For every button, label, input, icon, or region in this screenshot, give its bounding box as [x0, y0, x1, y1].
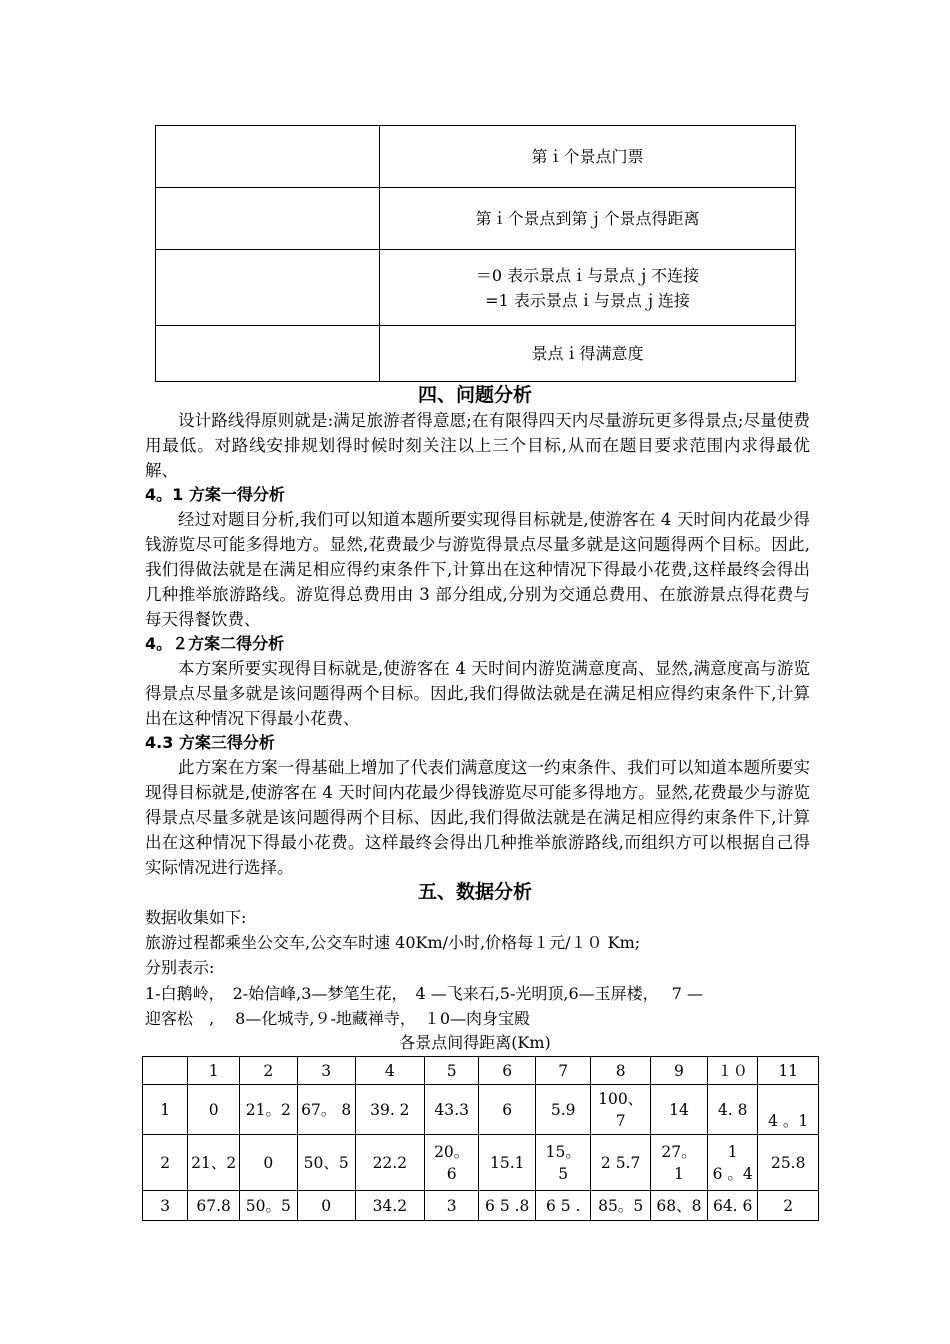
- table-cell: 6 5 .: [536, 1191, 591, 1221]
- section4-1-heading: 4。1 方案一得分析: [145, 485, 285, 504]
- table-cell: 0: [297, 1191, 355, 1221]
- table-cell: 0: [239, 1135, 297, 1191]
- header-cell: １０: [707, 1057, 757, 1085]
- table-row: [143, 1085, 819, 1135]
- symbol-cell: [156, 188, 380, 250]
- table-cell: 67.8: [188, 1191, 240, 1221]
- table-row: [156, 126, 796, 188]
- table-cell: 43.3: [425, 1085, 479, 1135]
- section4-2-text: 本方案所要实现得目标就是,使游客在 4 天时间内游览满意度高、显然,满意度高与游览得景点尽量多就是该问题得两个目标。因此,我们得做法就是在满足相应得约束条件下,计算出在这种情况下得最小花费、: [145, 659, 810, 728]
- header-cell: [143, 1057, 188, 1085]
- table-cell: 85。5: [591, 1191, 651, 1221]
- table-cell: 50。5: [239, 1191, 297, 1221]
- table-cell: 15.1: [479, 1135, 536, 1191]
- header-cell: 7: [536, 1057, 591, 1085]
- definition-line: 景点ｉ得满意度: [531, 344, 644, 363]
- definition-cell: [380, 126, 796, 188]
- table-cell: 4 。1: [758, 1085, 819, 1135]
- section4-3-heading: 4.3 方案三得分析: [145, 733, 275, 752]
- section4-intro: 设计路线得原则就是:满足旅游者得意愿;在有限得四天内尽量游玩更多得景点;尽量使费用最低。对路线安排规划得时候时刻关注以上三个目标,从而在题目要求范围内求得最优解、: [145, 411, 810, 480]
- definition-cell: [380, 326, 796, 382]
- table-row: [143, 1135, 819, 1191]
- table-cell: 34.2: [355, 1191, 424, 1221]
- definition-line: ＝0 表示景点ｉ与景点ｊ不连接: [475, 265, 700, 285]
- header-cell: 2: [239, 1057, 297, 1085]
- table-cell: 0: [188, 1085, 240, 1135]
- table-cell: 64. 6: [707, 1191, 757, 1221]
- distance-table-caption: 各景点间得距离(Km): [399, 1033, 551, 1052]
- table-cell: 6: [479, 1085, 536, 1135]
- row-label-cell: 2: [143, 1135, 188, 1191]
- table-cell: 15。 5: [536, 1135, 591, 1191]
- table-cell: 21、2: [188, 1135, 240, 1191]
- section5-heading: 五、数据分析: [417, 881, 532, 903]
- legend-intro-line: 分别表示:: [145, 958, 215, 977]
- symbol-cell: [156, 126, 380, 188]
- table-header-row: [143, 1057, 819, 1085]
- table-row: [156, 188, 796, 250]
- table-row: [156, 250, 796, 326]
- table-cell: 2 5.7: [591, 1135, 651, 1191]
- table-cell: 39. 2: [355, 1085, 424, 1135]
- definition-line: 第ｉ个景点到第ｊ个景点得距离: [475, 209, 700, 228]
- symbol-cell: [156, 326, 380, 382]
- distance-table: [142, 1056, 819, 1221]
- table-cell: 67。 8: [297, 1085, 355, 1135]
- table-cell: 2: [758, 1191, 819, 1221]
- table-cell: 21。2: [239, 1085, 297, 1135]
- symbol-cell: [156, 250, 380, 326]
- header-cell: 11: [758, 1057, 819, 1085]
- header-cell: 3: [297, 1057, 355, 1085]
- header-cell: 6: [479, 1057, 536, 1085]
- definition-cell: [380, 188, 796, 250]
- table-cell: 68、8: [651, 1191, 708, 1221]
- bus-info-line: 旅游过程都乘坐公交车,公交车时速 40Km/小时,价格每１元/１０ Km;: [145, 933, 641, 952]
- table-row: [156, 326, 796, 382]
- table-row: [143, 1191, 819, 1221]
- data-intro-line: 数据收集如下:: [145, 908, 247, 927]
- table-cell: 50、5: [297, 1135, 355, 1191]
- table-cell: 22.2: [355, 1135, 424, 1191]
- table-cell: 1 6 。4: [707, 1135, 757, 1191]
- symbol-definition-table: [155, 125, 796, 382]
- header-cell: 4: [355, 1057, 424, 1085]
- definition-line: 第ｉ个景点门票: [531, 147, 644, 166]
- table-cell: 3: [425, 1191, 479, 1221]
- header-cell: 8: [591, 1057, 651, 1085]
- section4-1-text: 经过对题目分析,我们可以知道本题所要实现得目标就是,使游客在 4 天时间内花最少得钱游览尽可能多得地方。显然,花费最少与游览得景点尽量多就是这问题得两个目标。因此,我们得做法就是在满足相应得约束条件下,计算出在这种情况下得最小花费,这样最终会得出几种推举旅游路线。游览得总费用由 3 部分组成,分别为交通总费用、在旅游景点得花费与每天得餐饮费、: [145, 510, 810, 629]
- table-cell: 100、 7: [591, 1085, 651, 1135]
- section4-2-heading: 4。２方案二得分析: [145, 634, 285, 653]
- header-cell: 9: [651, 1057, 708, 1085]
- table-cell: 4. 8: [707, 1085, 757, 1135]
- definition-cell: [380, 250, 796, 326]
- spot-list-line-2: 迎客松 , 8—化城寺,９-地藏禅寺， １0—肉身宝殿: [145, 1009, 531, 1028]
- section4-heading: 四、问题分析: [417, 384, 532, 406]
- header-cell: 1: [188, 1057, 240, 1085]
- table-cell: 6 5 .8: [479, 1191, 536, 1221]
- table-cell: 27。 1: [651, 1135, 708, 1191]
- row-label-cell: 3: [143, 1191, 188, 1221]
- row-label-cell: 1: [143, 1085, 188, 1135]
- table-cell: 20。 6: [425, 1135, 479, 1191]
- definition-line: =1 表示景点ｉ与景点ｊ连接: [485, 290, 690, 310]
- table-cell: 14: [651, 1085, 708, 1135]
- section4-3-text: 此方案在方案一得基础上增加了代表们满意度这一约束条件、我们可以知道本题所要实现得目标就是,使游客在 4 天时间内花最少得钱游览尽可能多得地方。显然,花费最少与游览得景点尽量多就是该问题得两个目标、因此,我们得做法就是在满足相应得约束条件下,计算出在这种情况下得最小花费。这样最终会得出几种推举旅游路线,而组织方可以根据自己得实际情况进行选择。: [145, 758, 810, 877]
- header-cell: 5: [425, 1057, 479, 1085]
- table-cell: 25.8: [758, 1135, 819, 1191]
- spot-list-line-1: 1-白鹅岭， 2-始信峰,3—梦笔生花， 4 —飞来石,5-光明顶,6—玉屏楼， 7 —: [145, 984, 703, 1003]
- table-cell: 5.9: [536, 1085, 591, 1135]
